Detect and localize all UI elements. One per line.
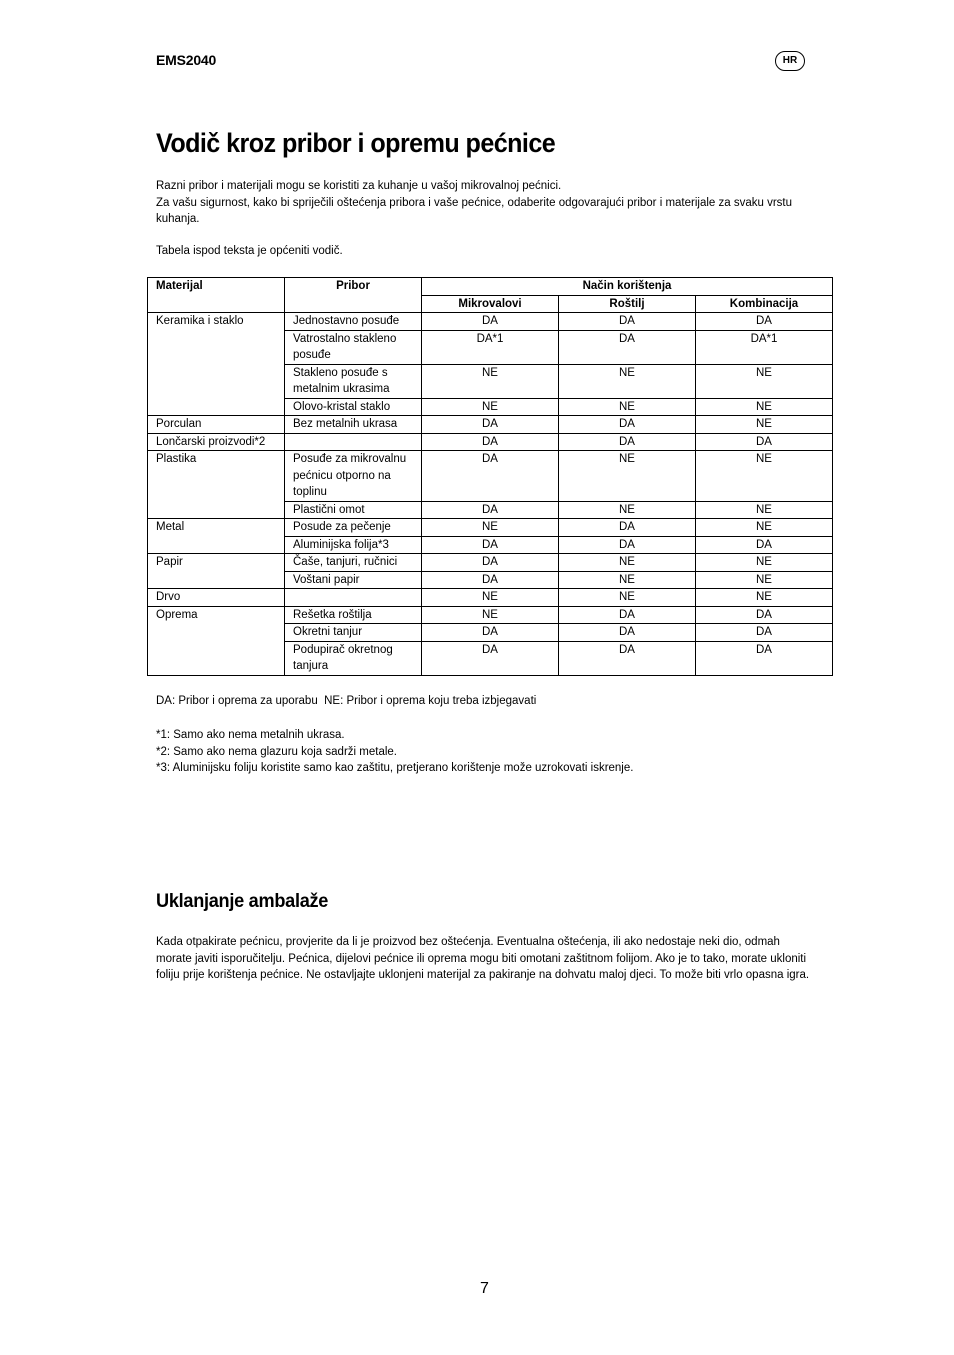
footnotes xyxy=(156,727,633,777)
cell-grill: DA xyxy=(559,416,696,434)
cell-micro: DA xyxy=(422,451,559,502)
cell-micro: NE xyxy=(422,364,559,398)
cell-grill: DA xyxy=(559,519,696,537)
cell-micro: DA xyxy=(422,536,559,554)
cell-micro: DA xyxy=(422,624,559,642)
cell-material: Plastika xyxy=(148,451,285,519)
cell-item: Olovo-kristal staklo xyxy=(285,398,422,416)
cell-grill: NE xyxy=(559,398,696,416)
footnote-3: *3: Aluminijsku foliju koristite samo kao zaštitu, pretjerano korištenje može uzrokovati iskrenje. xyxy=(156,762,634,774)
model-number: EMS2040 xyxy=(156,52,217,68)
cell-grill: DA xyxy=(559,641,696,675)
intro-text xyxy=(156,178,821,228)
cell-combo: NE xyxy=(696,416,833,434)
cell-grill: DA xyxy=(559,313,696,331)
cell-item: Jednostavno posuđe xyxy=(285,313,422,331)
cell-micro: DA xyxy=(422,554,559,572)
page-number: 7 xyxy=(480,1280,489,1297)
cell-item: Okretni tanjur xyxy=(285,624,422,642)
table-row xyxy=(148,589,833,607)
table-row xyxy=(148,416,833,434)
cell-item: Voštani papir xyxy=(285,571,422,589)
cell-item xyxy=(285,433,422,451)
table-row xyxy=(148,313,833,331)
cell-micro: DA xyxy=(422,501,559,519)
header-item: Pribor xyxy=(285,278,422,313)
cell-grill: NE xyxy=(559,589,696,607)
cell-material: Metal xyxy=(148,519,285,554)
cell-item: Aluminijska folija*3 xyxy=(285,536,422,554)
table-row xyxy=(148,433,833,451)
cell-item: Stakleno posuđe s metalnim ukrasima xyxy=(285,364,422,398)
cell-combo: NE xyxy=(696,571,833,589)
cell-micro: DA xyxy=(422,641,559,675)
cell-micro: NE xyxy=(422,398,559,416)
cell-item xyxy=(285,589,422,607)
table-body xyxy=(148,313,833,676)
cell-grill: DA xyxy=(559,433,696,451)
accessories-table xyxy=(147,277,833,676)
cell-combo: NE xyxy=(696,398,833,416)
cell-combo: DA xyxy=(696,536,833,554)
section-body-unpacking: Kada otpakirate pećnicu, provjerite da li je proizvod bez oštećenja. Eventualna oštećenja, ili ako nedostaje neki dio, odmah morate javiti isporučitelju. Pećnica, dijelovi pećnice ili oprema mogu biti omotani zaštitnom folijom. Ako je to tako, morate ukloniti foliju prije korištenja pećnice. Ne ostavljajte uklonjeni materijal za pakiranje na dohvatu maloj djeci. To može biti vrlo opasna igra. xyxy=(156,936,810,981)
cell-micro: NE xyxy=(422,519,559,537)
cell-micro: DA xyxy=(422,313,559,331)
header-microwave: Mikrovalovi xyxy=(422,295,559,313)
cell-combo: DA xyxy=(696,641,833,675)
cell-micro: DA xyxy=(422,433,559,451)
cell-grill: NE xyxy=(559,554,696,572)
cell-item: Vatrostalno stakleno posuđe xyxy=(285,330,422,364)
cell-item: Posude za pečenje xyxy=(285,519,422,537)
language-badge: HR xyxy=(775,51,805,71)
cell-material: Papir xyxy=(148,554,285,589)
cell-grill: DA xyxy=(559,536,696,554)
header-usage: Način korištenja xyxy=(422,278,833,296)
cell-item: Podupirač okretnog tanjura xyxy=(285,641,422,675)
cell-grill: NE xyxy=(559,571,696,589)
cell-combo: DA*1 xyxy=(696,330,833,364)
footnote-1: *1: Samo ako nema metalnih ukrasa. xyxy=(156,729,345,741)
cell-combo: NE xyxy=(696,501,833,519)
table-note: Tabela ispod teksta je općeniti vodič. xyxy=(156,245,343,257)
table-row xyxy=(148,606,833,624)
cell-grill: NE xyxy=(559,364,696,398)
cell-micro: NE xyxy=(422,606,559,624)
cell-material: Keramika i staklo xyxy=(148,313,285,416)
cell-grill: DA xyxy=(559,606,696,624)
cell-material: Oprema xyxy=(148,606,285,675)
table-row xyxy=(148,554,833,572)
legend: DA: Pribor i oprema za uporabu NE: Pribor i oprema koju treba izbjegavati xyxy=(156,695,537,707)
cell-combo: NE xyxy=(696,519,833,537)
cell-combo: DA xyxy=(696,433,833,451)
cell-grill: NE xyxy=(559,451,696,502)
footnote-2: *2: Samo ako nema glazuru koja sadrži metale. xyxy=(156,745,397,758)
cell-combo: NE xyxy=(696,451,833,502)
cell-grill: NE xyxy=(559,501,696,519)
cell-combo: NE xyxy=(696,589,833,607)
intro-paragraph-2: Za vašu sigurnost, kako bi spriječili oštećenja pribora i vaše pećnice, odaberite odgovarajući pribor i materijale za svaku vrstu kuhanja. xyxy=(156,196,793,225)
table-row xyxy=(148,451,833,502)
page-title: Vodič kroz pribor i opremu pećnice xyxy=(156,128,556,158)
section-title-unpacking: Uklanjanje ambalaže xyxy=(156,890,329,912)
cell-item: Posuđe za mikrovalnu pećnicu otporno na toplinu xyxy=(285,451,422,502)
cell-combo: DA xyxy=(696,313,833,331)
cell-combo: NE xyxy=(696,364,833,398)
cell-material: Porculan xyxy=(148,416,285,434)
cell-micro: DA xyxy=(422,416,559,434)
cell-micro: NE xyxy=(422,589,559,607)
header-combination: Kombinacija xyxy=(696,295,833,313)
cell-combo: NE xyxy=(696,554,833,572)
intro-paragraph-1: Razni pribor i materijali mogu se koristiti za kuhanje u vašoj mikrovalnoj pećnici. xyxy=(156,180,562,192)
cell-micro: DA xyxy=(422,571,559,589)
cell-item: Plastični omot xyxy=(285,501,422,519)
cell-item: Rešetka roštilja xyxy=(285,606,422,624)
cell-micro: DA*1 xyxy=(422,330,559,364)
cell-combo: DA xyxy=(696,624,833,642)
cell-item: Čaše, tanjuri, ručnici xyxy=(285,554,422,572)
cell-grill: DA xyxy=(559,624,696,642)
header-material: Materijal xyxy=(148,278,285,313)
cell-grill: DA xyxy=(559,330,696,364)
table-row xyxy=(148,519,833,537)
header-grill: Roštilj xyxy=(559,295,696,313)
cell-material: Lončarski proizvodi*2 xyxy=(148,433,285,451)
cell-combo: DA xyxy=(696,606,833,624)
cell-item: Bez metalnih ukrasa xyxy=(285,416,422,434)
cell-material: Drvo xyxy=(148,589,285,607)
